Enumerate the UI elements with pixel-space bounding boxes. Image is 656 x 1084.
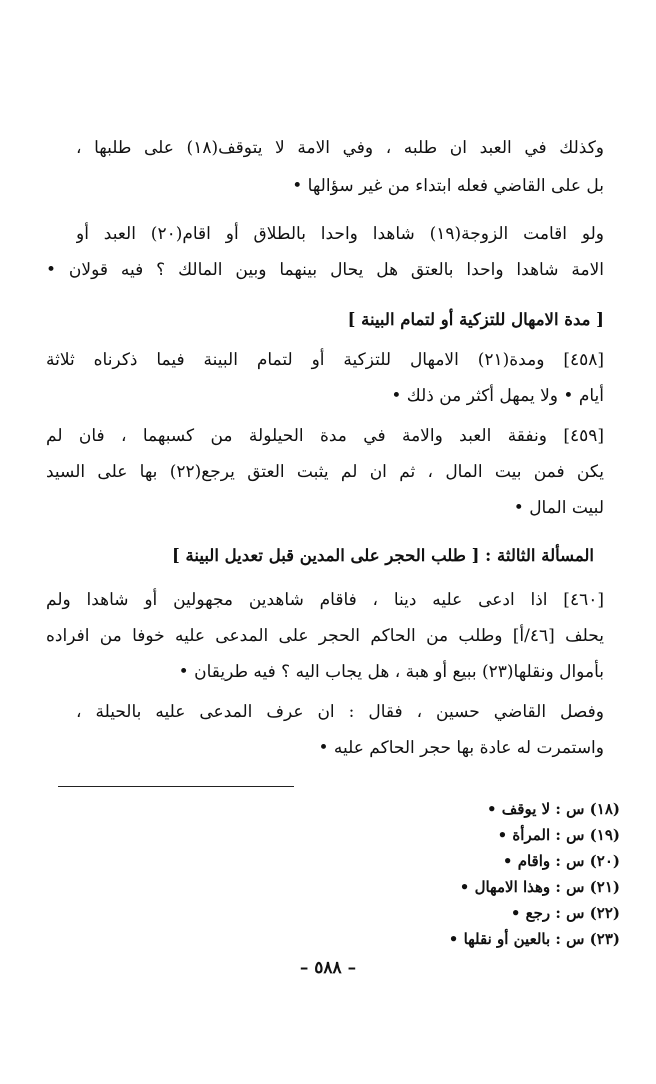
body-line-2: بل على القاضي فعله ابتداء من غير سؤالها •: [292, 176, 604, 196]
section-heading-masala-3: المسألة الثالثة : [ طلب الحجر على المدين قبل تعديل البينة ]: [171, 546, 594, 565]
footnote-20: (٢٠) س : واقام •: [502, 852, 620, 870]
footnote-divider: [58, 786, 294, 787]
body-line-4: الامة شاهدا واحدا بالعتق هل يحال بينهما وبين المالك ؟ فيه قولان •: [46, 260, 604, 280]
body-line-458b: أيام • ولا يمهل أكثر من ذلك •: [391, 386, 604, 406]
body-line-3: ولو اقامت الزوجة(١٩) شاهدا واحدا بالطلاق أو اقام(٢٠) العبد أو: [76, 224, 604, 244]
body-line-460a: [٤٦٠] اذا ادعى عليه دينا ، فاقام شاهدين مجهولين أو شاهدا ولم: [46, 590, 604, 610]
body-line-460b: يحلف [٤٦/أ] وطلب من الحاكم الحجر على المدعى عليه خوفا من افراده: [46, 626, 604, 646]
footnote-19: (١٩) س : المرأة •: [497, 826, 620, 844]
body-line-husayn-a: وفصل القاضي حسين ، فقال : ان عرف المدعى عليه بالحيلة ،: [76, 702, 604, 722]
section-heading-imhal: [ مدة الامهال للتزكية أو لتمام البينة ]: [347, 310, 604, 329]
body-line-460c: بأموال ونقلها(٢٣) ببيع أو هبة ، هل يجاب اليه ؟ فيه طريقان •: [178, 662, 604, 682]
footnote-22: (٢٢) س : رجع •: [510, 904, 620, 922]
body-line-459b: يكن فمن بيت المال ، ثم ان لم يثبت العتق يرجع(٢٢) بها على السيد: [46, 462, 604, 482]
body-line-459c: لبيت المال •: [513, 498, 604, 518]
body-line-459a: [٤٥٩] ونفقة العبد والامة في مدة الحيلولة من كسبهما ، فان لم: [46, 426, 604, 446]
body-line-1: وكذلك في العبد ان طلبه ، وفي الامة لا يتوقف(١٨) على طلبها ،: [76, 138, 604, 158]
footnote-21: (٢١) س : وهذا الامهال •: [459, 878, 620, 896]
body-line-458a: [٤٥٨] ومدة(٢١) الامهال للتزكية أو لتمام البينة فيما ذكرناه ثلاثة: [46, 350, 604, 370]
body-line-husayn-b: واستمرت له عادة بها حجر الحاكم عليه •: [318, 738, 604, 758]
footnote-23: (٢٣) س : بالعين أو نقلها •: [448, 930, 620, 948]
page-number: – ٥٨٨ –: [299, 958, 357, 978]
footnote-18: (١٨) س : لا يوقف •: [486, 800, 620, 818]
